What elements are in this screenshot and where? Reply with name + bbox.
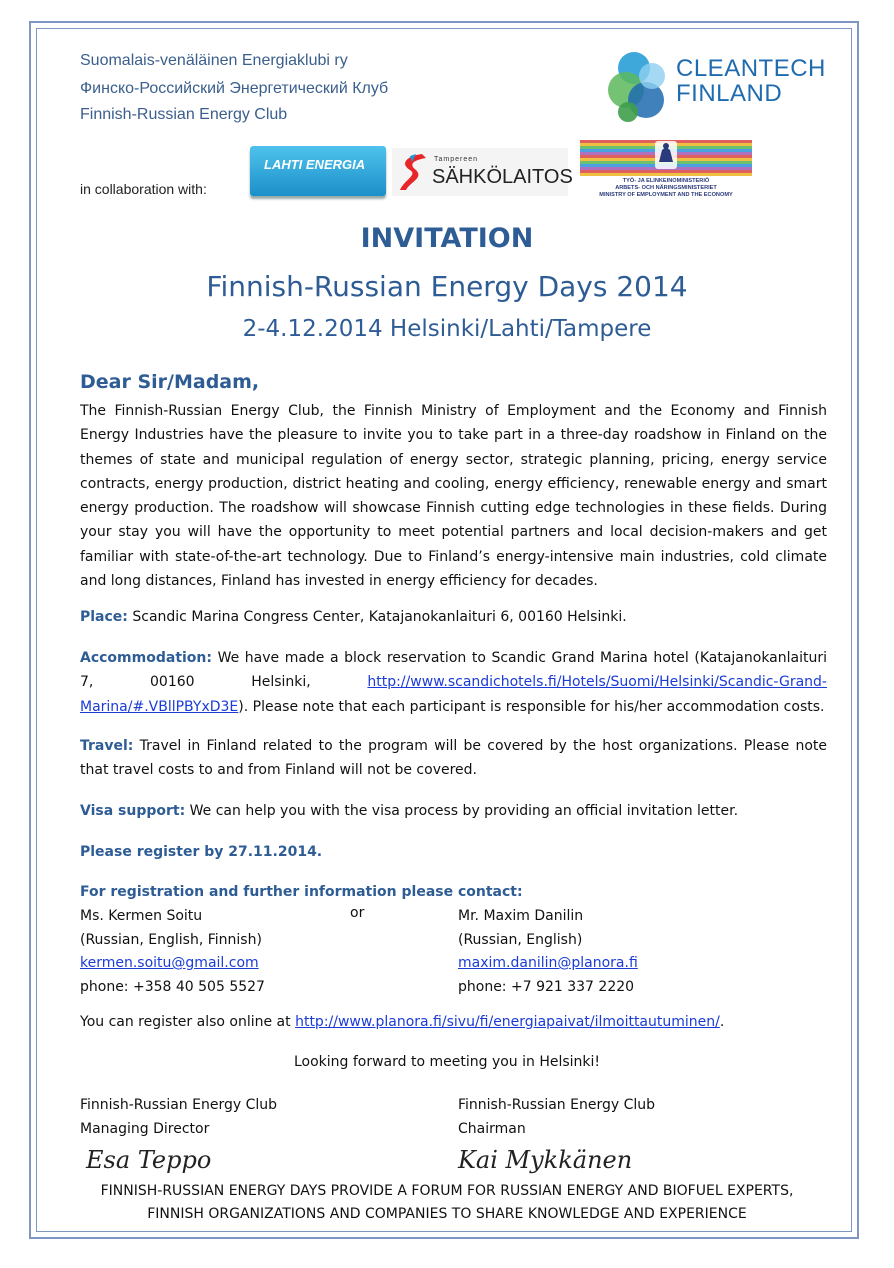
contact-right-languages: (Russian, English) <box>458 931 583 948</box>
event-date-place: 2-4.12.2014 Helsinki/Lahti/Tampere <box>242 316 652 342</box>
org-name-english: Finnish-Russian Energy Club <box>80 106 288 123</box>
travel-text: Travel in Finland related to the program will be covered by the host organizations. Please note that travel costs to and from Finland will not be covered. <box>80 738 827 779</box>
closing-line: Looking forward to meeting you in Helsinki! <box>293 1054 601 1070</box>
org-name-finnish: Suomalais-venäläinen Energiaklubi ry <box>80 52 348 69</box>
signature-left: Esa Teppo <box>86 1146 212 1174</box>
footer-line-2: FINNISH ORGANIZATIONS AND COMPANIES TO SHARE KNOWLEDGE AND EXPERIENCE <box>147 1206 747 1222</box>
sahkolaitos-small-text: Tampereen <box>434 156 479 163</box>
signature-right-role: Chairman <box>458 1120 526 1137</box>
contact-right-name: Mr. Maxim Danilin <box>458 908 584 924</box>
place-label: Place: <box>80 609 128 625</box>
sahkolaitos-big-text: SÄHKÖLAITOS <box>432 166 573 188</box>
accommodation-paragraph <box>80 646 827 719</box>
hotel-link[interactable]: http://www.scandichotels.fi/Hotels/Suomi/Helsinki/Scandic-Grand-Marina/#.VBllPBYxD3E <box>80 674 827 715</box>
contact-heading: For registration and further information please contact: <box>80 884 523 900</box>
page-border-inner <box>36 28 852 1232</box>
travel-label: Travel: <box>80 738 134 754</box>
event-title: Finnish-Russian Energy Days 2014 <box>206 270 688 303</box>
visa-text: We can help you with the visa process by providing an official invitation letter. <box>185 803 739 819</box>
ministry-text-sv: ARBETS- OCH NÄRINGSMINISTERIET <box>615 185 717 191</box>
contact-right-phone: phone: +7 921 337 2220 <box>458 978 635 995</box>
visa-label: Visa support: <box>80 803 186 819</box>
registration-link[interactable]: http://www.planora.fi/sivu/fi/energiapaivat/ilmoittautuminen/ <box>295 1014 720 1030</box>
lion-crest-icon <box>654 140 678 170</box>
contact-left-name: Ms. Kermen Soitu <box>80 908 203 924</box>
footer-line-1: FINNISH-RUSSIAN ENERGY DAYS PROVIDE A FORUM FOR RUSSIAN ENERGY AND BIOFUEL EXPERTS, <box>100 1183 794 1199</box>
intro-paragraph: The Finnish-Russian Energy Club, the Finnish Ministry of Employment and the Economy and Finnish Energy Industries have the pleasure to invite you to take part in a three-day roadshow in Finland on the themes of state and municipal regulation of energy sector, strategic planning, pricing, energy service contracts, energy production, district heating and cooling, energy efficiency, renewable energy and smart energy production. The roadshow will showcase Finnish cutting edge technologies in these fields. During your stay you will have the opportunity to meet potential partners and local decision-makers and get familiar with state-of-the-art technology. Due to Finland’s energy-intensive main industries, cold climate and long distances, Finland has invested in energy efficiency for decades. <box>80 403 827 590</box>
signature-block-left <box>80 1094 277 1141</box>
contact-left-languages: (Russian, English, Finnish) <box>80 931 262 948</box>
signature-right-org: Finnish-Russian Energy Club <box>458 1097 656 1113</box>
contact-left-phone: phone: +358 40 505 5527 <box>80 978 265 995</box>
tampereen-sahkolaitos-logo <box>392 148 573 196</box>
signature-block-right <box>458 1094 655 1141</box>
contact-right-email[interactable]: maxim.danilin@planora.fi <box>458 955 638 971</box>
ministry-logo <box>580 140 752 206</box>
signature-left-org: Finnish-Russian Energy Club <box>80 1097 278 1113</box>
online-text: You can register also online at <box>80 1014 296 1030</box>
org-name-russian: Финско-Российский Энергетический Клуб <box>80 80 389 97</box>
lahti-logo-text: LAHTI ENERGIA <box>264 157 366 172</box>
place-paragraph <box>80 605 827 629</box>
signature-right: Kai Mykkänen <box>458 1146 633 1174</box>
place-text: Scandic Marina Congress Center, Katajanokanlaituri 6, 00160 Helsinki. <box>127 609 627 625</box>
greeting: Dear Sir/Madam, <box>80 371 260 393</box>
travel-paragraph <box>80 734 827 783</box>
contact-left-email[interactable]: kermen.soitu@gmail.com <box>80 955 259 971</box>
accommodation-label: Accommodation: <box>80 650 212 666</box>
cleantech-text-line2: FINLAND <box>676 80 783 107</box>
lahti-energia-logo <box>250 146 386 196</box>
accommodation-text: We have made a block reservation to Scandic Grand Marina hotel (Katajanokanlaituri 7, 00160 Helsinki, <box>80 650 827 691</box>
ministry-text-fi: TYÖ- JA ELINKEINOMINISTERIÖ <box>622 178 710 184</box>
online-registration <box>80 1014 724 1030</box>
visa-paragraph <box>80 799 827 823</box>
ministry-text-en: MINISTRY OF EMPLOYMENT AND THE ECONOMY <box>599 192 733 198</box>
cleantech-text-line1: CLEANTECH <box>676 55 826 82</box>
accommodation-text-end: ). Please note that each participant is responsible for his/her accommodation costs. <box>238 698 825 715</box>
register-deadline: Please register by 27.11.2014. <box>80 844 323 860</box>
contact-left <box>80 905 265 999</box>
cleantech-logo-text <box>676 56 826 106</box>
contact-or: or <box>350 905 365 921</box>
sahkolaitos-mark-icon <box>396 150 428 194</box>
invitation-heading: INVITATION <box>360 223 534 254</box>
signature-left-role: Managing Director <box>80 1120 210 1137</box>
online-text-end: . <box>719 1014 725 1030</box>
collaboration-label: in collaboration with: <box>80 181 207 197</box>
contact-right <box>458 905 638 999</box>
